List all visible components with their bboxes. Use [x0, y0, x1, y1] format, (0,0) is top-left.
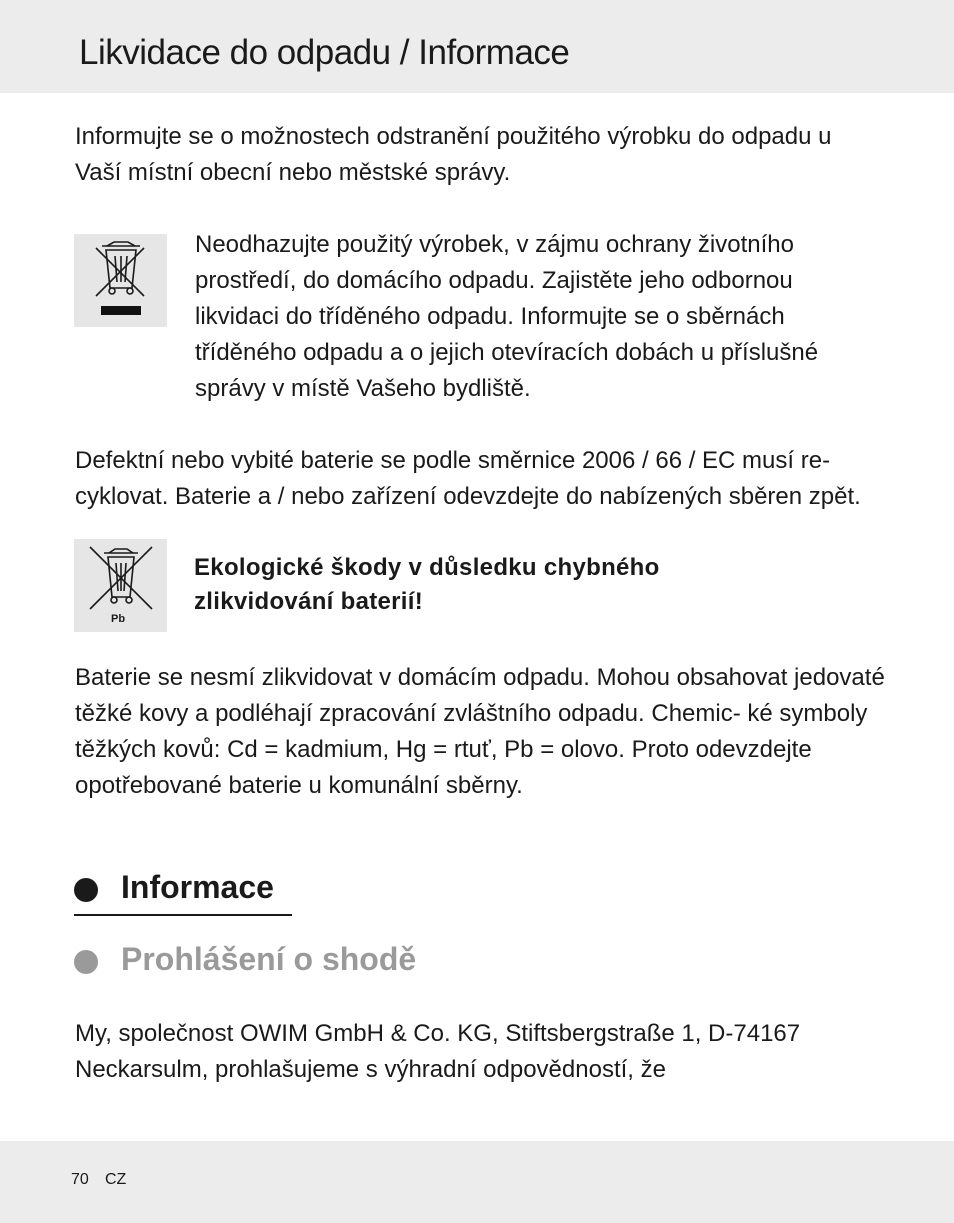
- intro-paragraph: Informujte se o možnostech odstranění použitého výrobku do odpadu u Vaší místní obecní nebo městské správy.: [75, 123, 832, 186]
- battery-directive-paragraph: Defektní nebo vybité baterie se podle směrnice 2006 / 66 / EC musí re- cyklovat. Baterie a / nebo zařízení odevzdejte do nabízených sběren zpět.: [75, 447, 861, 510]
- disposal-paragraph: Neodhazujte použitý výrobek, v zájmu ochrany životního prostředí, do domácího odpadu. Zajistěte jeho odbornou likvidaci do tříděného odpadu. Informujte se o sběrnách tříděného odpadu a o jejich otevíracích dobách u příslušné správy v místě Vašeho bydliště.: [195, 231, 819, 402]
- section-bullet-icon: [74, 878, 98, 902]
- section-bullet-icon: [74, 950, 98, 974]
- language-code: CZ: [105, 1171, 127, 1188]
- page-header: [0, 0, 954, 93]
- battery-icon-label: Pb: [111, 613, 126, 625]
- page-number: 70: [71, 1171, 89, 1188]
- battery-icon-box: [74, 539, 167, 632]
- battery-warning: Ekologické škody v důsledku chybného zlikvidování baterií!: [194, 554, 660, 615]
- section-title-informace: Informace: [121, 869, 274, 905]
- crossed-out-wheelie-bin-icon: [74, 234, 167, 327]
- page-title: Likvidace do odpadu / Informace: [79, 33, 570, 72]
- section-informace: [74, 866, 292, 916]
- weee-icon-box: [74, 234, 167, 327]
- section-title-prohlaseni: Prohlášení o shodě: [121, 941, 417, 977]
- heavy-metals-paragraph: Baterie se nesmí zlikvidovat v domácím odpadu. Mohou obsahovat jedovaté těžké kovy a podléhají zpracování zvláštního odpadu. Chemic- ké symboly těžkých kovů: Cd = kadmium, Hg = rtuť, Pb = olovo. Proto odevzdejte opotřebované baterie u komunální sběrny.: [75, 664, 885, 799]
- section-prohlaseni: [74, 940, 494, 988]
- page-footer: [0, 1141, 954, 1223]
- declaration-paragraph: My, společnost OWIM GmbH & Co. KG, Stiftsbergstraße 1, D-74167 Neckarsulm, prohlašujeme s výhradní odpovědností, že: [75, 1020, 801, 1083]
